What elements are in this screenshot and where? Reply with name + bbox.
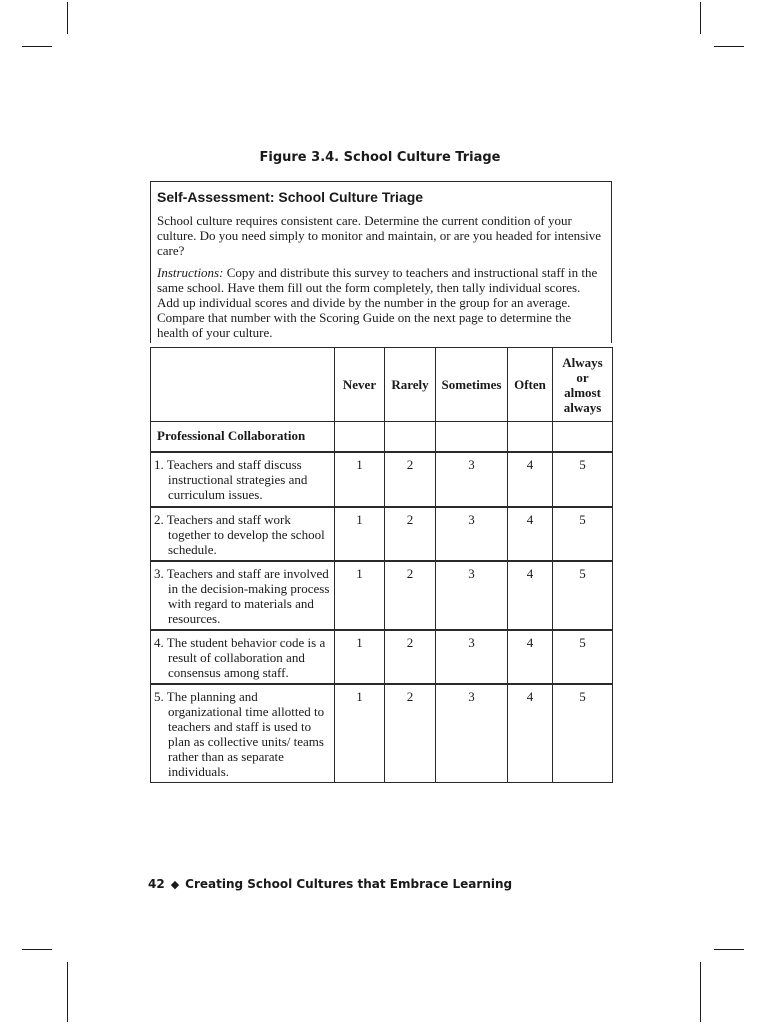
col-header-often: Often	[508, 348, 553, 422]
table-row	[151, 684, 613, 783]
rating-never[interactable]: 1	[356, 511, 363, 527]
figure-title: Figure 3.4. School Culture Triage	[259, 150, 501, 165]
rating-sometimes[interactable]: 3	[468, 565, 475, 581]
rating-never[interactable]: 1	[356, 565, 363, 581]
rating-never[interactable]: 1	[356, 634, 363, 650]
table-row	[151, 507, 613, 561]
rating-sometimes[interactable]: 3	[468, 511, 475, 527]
table-row	[151, 452, 613, 507]
instructions-text: Copy and distribute this survey to teachers and instructional staff in the same school. Have them fill out the form completely, then tally individual scores. Add up individual scores and divide by the number in the group for an average. Compare that number with the Scoring Guide on the next page to determine the health of your culture.	[157, 265, 598, 340]
header-blank	[151, 348, 335, 422]
item-text: 4. The student behavior code is a result of collaboration and consensus among staff.	[154, 634, 326, 680]
crop-mark	[22, 949, 52, 950]
crop-mark	[714, 949, 744, 950]
col-header-always: Always or almost always	[553, 348, 613, 422]
book-title: Creating School Cultures that Embrace Learning	[185, 877, 513, 891]
page-footer	[148, 877, 512, 891]
box-title: Self-Assessment: School Culture Triage	[157, 189, 424, 205]
table-row	[151, 561, 613, 630]
rating-often[interactable]: 4	[526, 634, 534, 650]
rating-often[interactable]: 4	[526, 688, 534, 704]
col-header-never: Never	[335, 348, 385, 422]
rating-always[interactable]: 5	[579, 565, 586, 581]
col-header-sometimes: Sometimes	[436, 348, 508, 422]
rating-always[interactable]: 5	[579, 688, 586, 704]
rating-rarely[interactable]: 2	[406, 456, 414, 472]
crop-mark	[67, 962, 68, 1022]
self-assessment-box	[150, 181, 612, 343]
rating-always[interactable]: 5	[579, 456, 586, 472]
rating-sometimes[interactable]: 3	[468, 456, 475, 472]
rating-often[interactable]: 4	[526, 565, 534, 581]
rating-rarely[interactable]: 2	[406, 511, 414, 527]
crop-mark	[700, 962, 701, 1022]
rating-never[interactable]: 1	[356, 456, 363, 472]
rating-often[interactable]: 4	[526, 511, 534, 527]
crop-mark	[700, 2, 701, 34]
rating-sometimes[interactable]: 3	[468, 634, 475, 650]
table-row	[151, 630, 613, 684]
rating-always[interactable]: 5	[579, 634, 586, 650]
crop-mark	[67, 2, 68, 34]
rating-always[interactable]: 5	[579, 511, 586, 527]
header-row	[151, 348, 613, 422]
section-row	[151, 422, 613, 452]
item-text: 1. Teachers and staff discuss instructional strategies and curriculum issues.	[154, 456, 308, 502]
instructions-paragraph	[157, 265, 605, 340]
crop-mark	[22, 46, 52, 47]
col-header-rarely: Rarely	[385, 348, 436, 422]
rating-never[interactable]: 1	[356, 688, 363, 704]
rating-rarely[interactable]: 2	[406, 634, 414, 650]
instructions-label: Instructions:	[157, 265, 224, 280]
item-text: 2. Teachers and staff work together to develop the school schedule.	[154, 511, 325, 557]
diamond-icon: ◆	[170, 878, 180, 891]
page-number: 42	[148, 877, 165, 891]
survey-table	[150, 347, 613, 783]
crop-mark	[714, 46, 744, 47]
rating-rarely[interactable]: 2	[406, 565, 414, 581]
rating-rarely[interactable]: 2	[406, 688, 414, 704]
intro-paragraph: School culture requires consistent care. Determine the current condition of your culture. Do you need simply to monitor and maintain, or are you headed for intensive care?	[157, 213, 602, 258]
item-text: 5. The planning and organizational time allotted to teachers and staff is used to plan as collective units/ teams rather than as separate individuals.	[154, 688, 325, 779]
rating-sometimes[interactable]: 3	[468, 688, 475, 704]
rating-often[interactable]: 4	[526, 456, 534, 472]
section-label: Professional Collaboration	[151, 422, 335, 452]
item-text: 3. Teachers and staff are involved in the decision-making process with regard to materials and resources.	[154, 565, 330, 626]
